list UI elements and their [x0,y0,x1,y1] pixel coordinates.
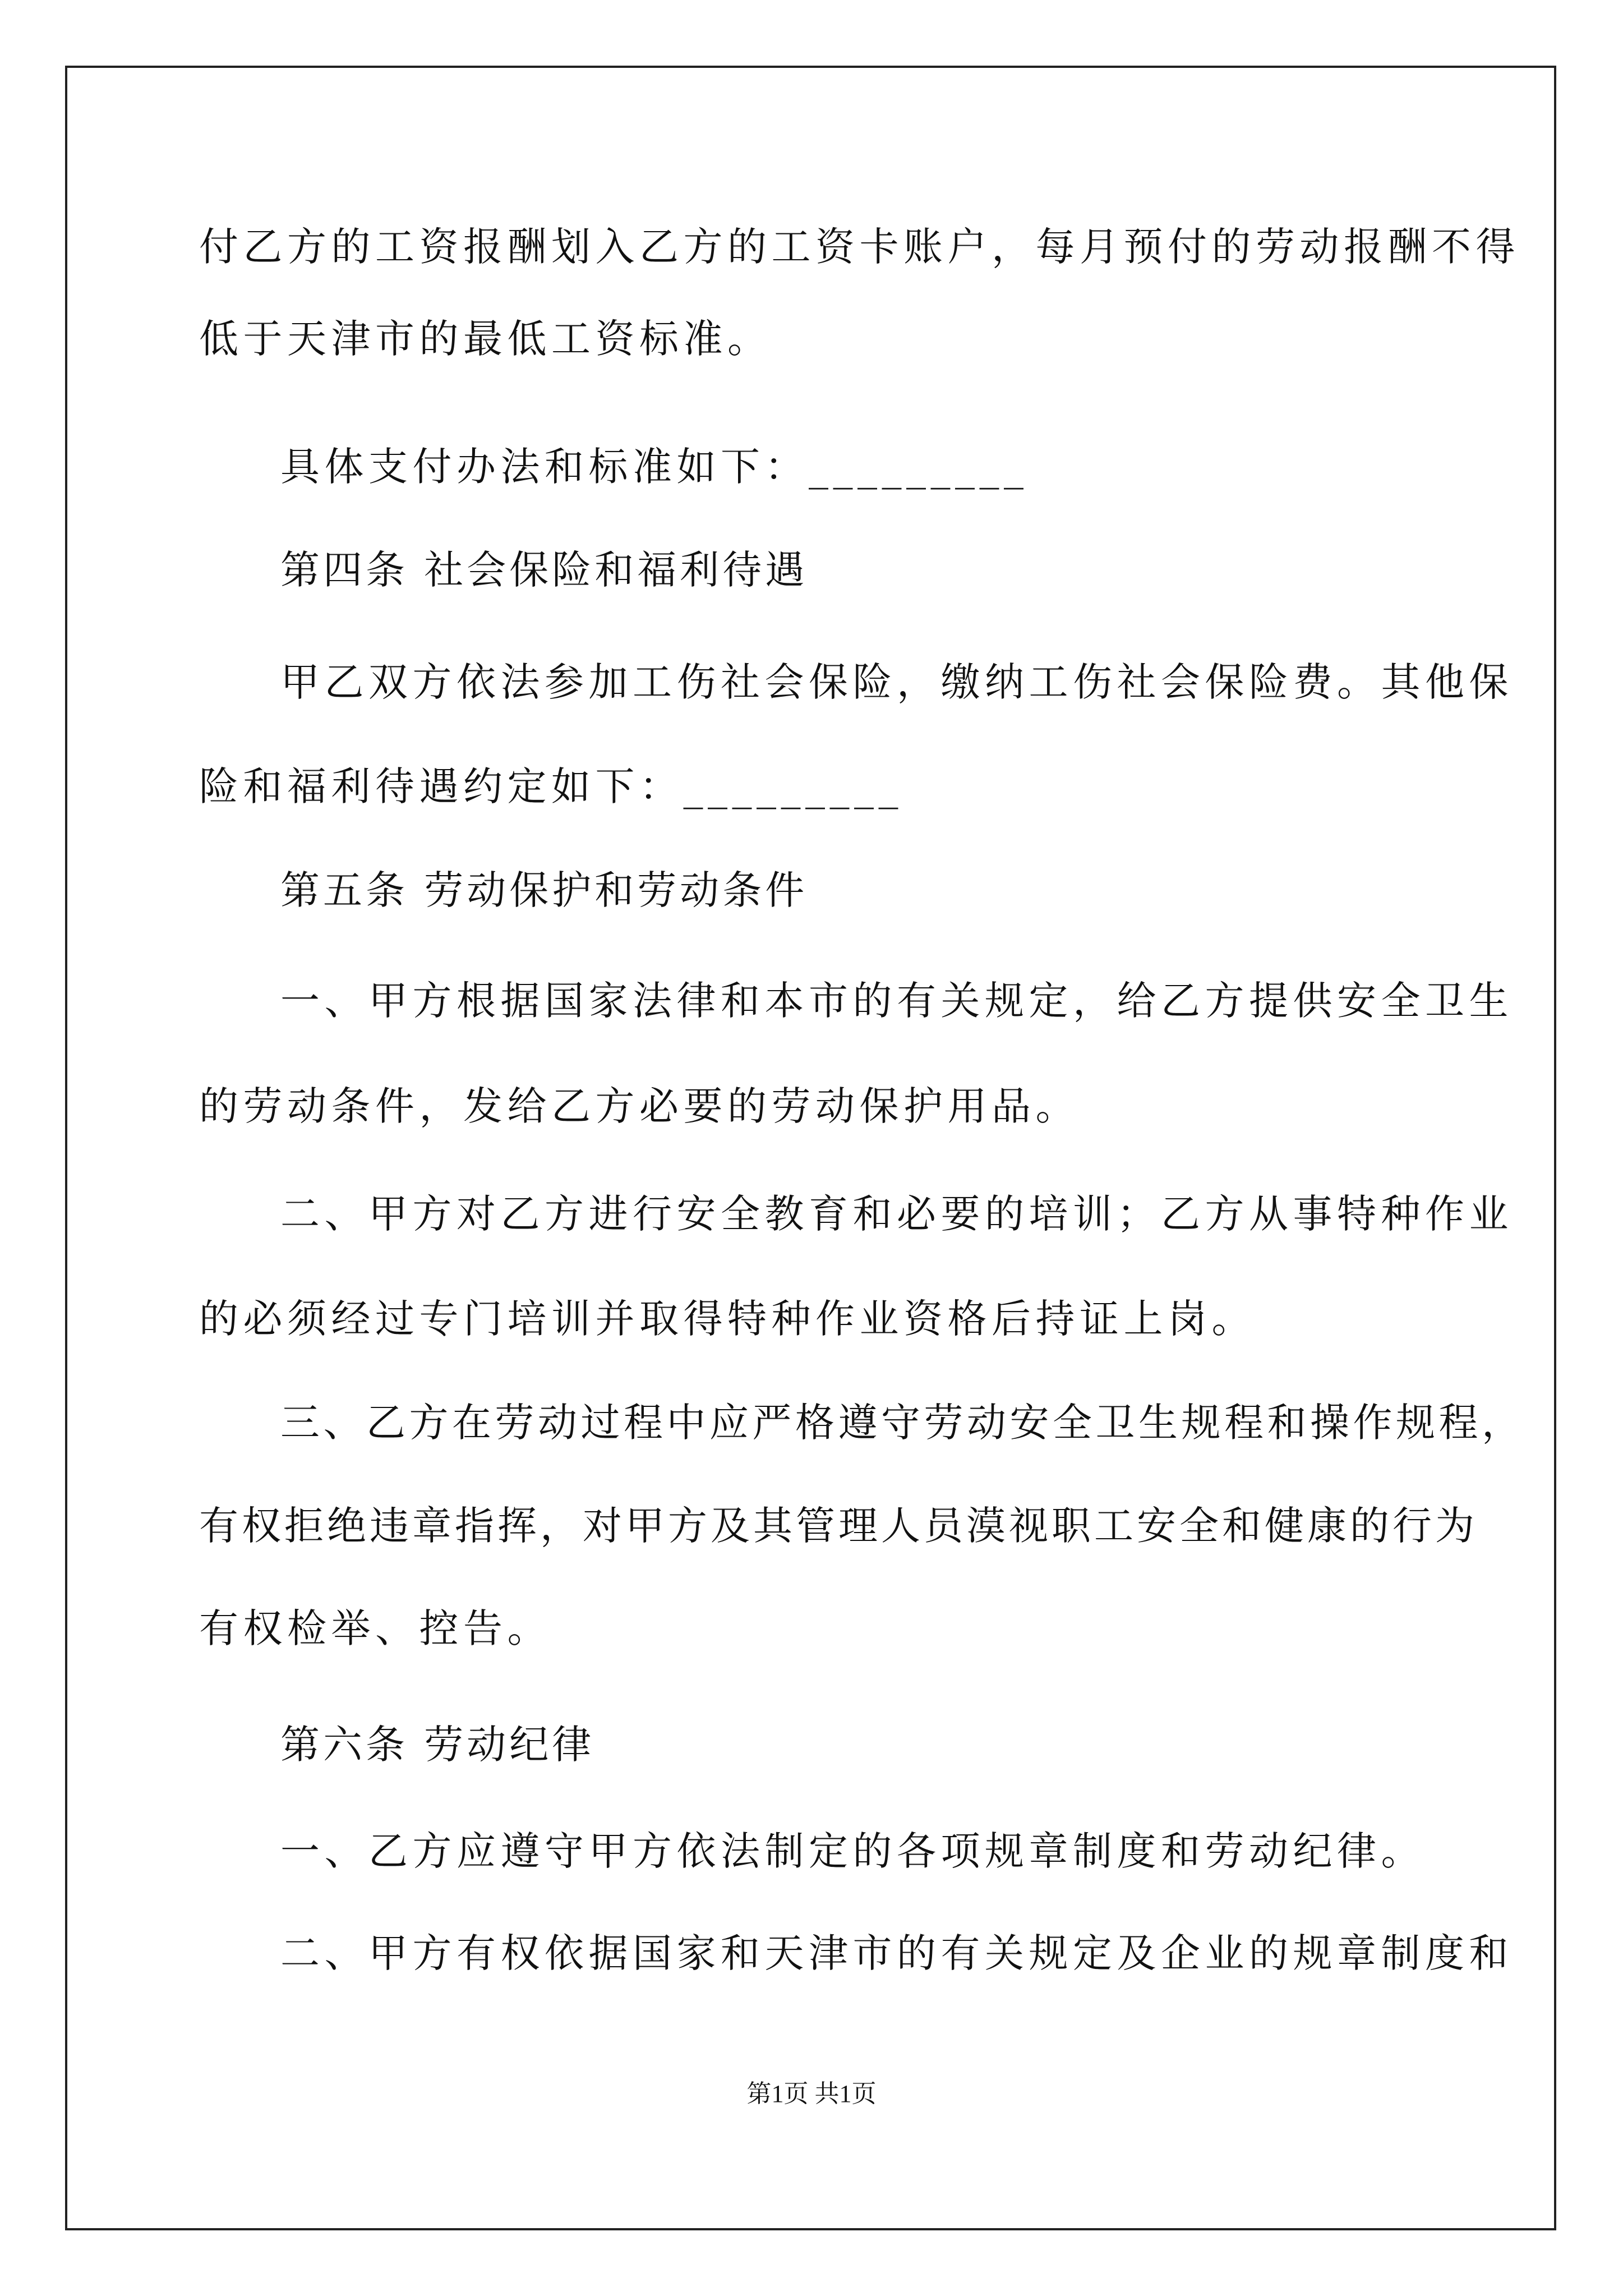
text-line: 的劳动条件，发给乙方必要的劳动保护用品。 [199,1083,1080,1129]
text-line: 三、乙方在劳动过程中应严格遵守劳动安全卫生规程和操作规程， [280,1400,1525,1446]
text-line: 付乙方的工资报酬划入乙方的工资卡账户，每月预付的劳动报酬不得 [199,224,1520,270]
page-number-footer: 第1页 共1页 [746,2080,877,2108]
text-line: 具体支付办法和标准如下：_________ [280,444,1029,490]
text-line: 二、甲方有权依据国家和天津市的有关规定及企业的规章制度和 [280,1930,1513,1976]
text-line: 一、甲方根据国家法律和本市的有关规定，给乙方提供安全卫生 [280,978,1513,1024]
text-line: 甲乙双方依法参加工伤社会保险，缴纳工伤社会保险费。其他保 [280,659,1513,705]
text-line: 有权拒绝违章指挥，对甲方及其管理人员漠视职工安全和健康的行为 [199,1503,1478,1549]
text-line: 的必须经过专门培训并取得特种作业资格后持证上岗。 [199,1296,1256,1342]
page-border-frame [65,66,1556,2230]
section-heading: 第六条 劳动纪律 [280,1722,595,1768]
section-heading: 第五条 劳动保护和劳动条件 [280,867,808,913]
text-line: 低于天津市的最低工资标准。 [199,316,772,362]
text-line: 险和福利待遇约定如下：_________ [199,763,903,809]
text-line: 有权检举、控告。 [199,1605,551,1651]
text-line: 一、乙方应遵守甲方依法制定的各项规章制度和劳动纪律。 [280,1828,1425,1874]
text-line: 二、甲方对乙方进行安全教育和必要的培训；乙方从事特种作业 [280,1191,1513,1237]
section-heading: 第四条 社会保险和福利待遇 [280,547,808,593]
